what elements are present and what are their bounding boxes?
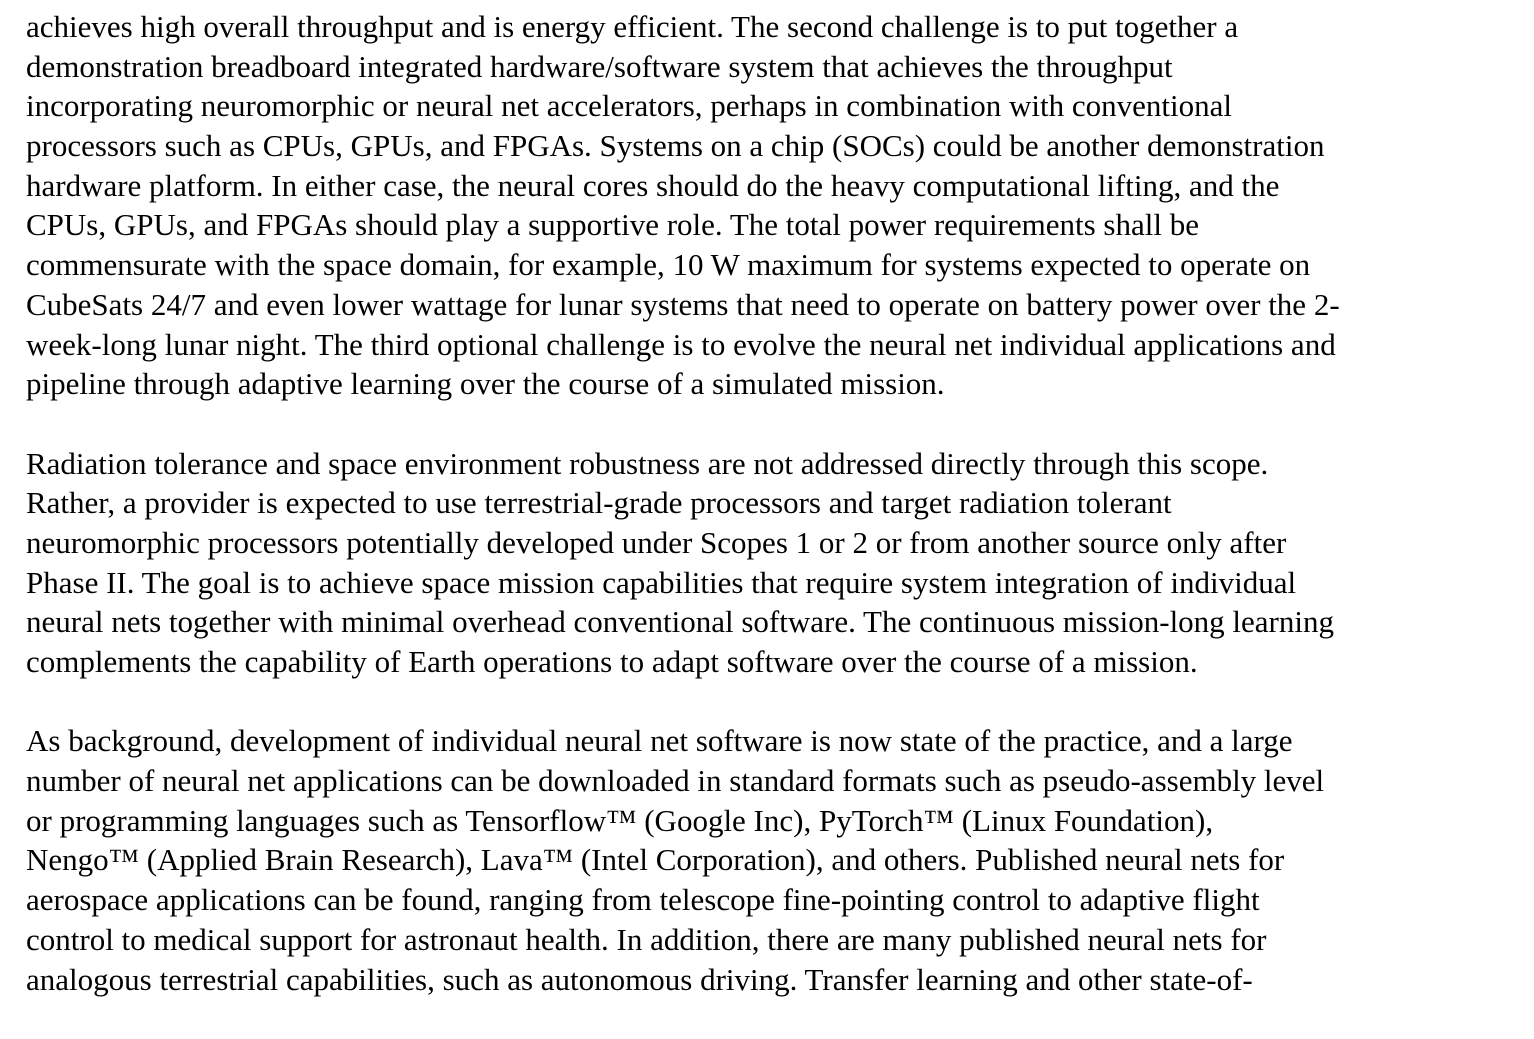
text-line: or programming languages such as Tensorflow™ (Google Inc), PyTorch™ (Linux Foundation), <box>26 802 1214 838</box>
text-line: Rather, a provider is expected to use terrestrial-grade processors and target radiation tolerant <box>26 485 1172 521</box>
text-line: commensurate with the space domain, for example, 10 W maximum for systems expected to operate on <box>26 247 1311 283</box>
text-line: Radiation tolerance and space environment robustness are not addressed directly through this scope. <box>26 445 1269 481</box>
text-line: number of neural net applications can be downloaded in standard formats such as pseudo-assembly level <box>26 763 1325 799</box>
text-line: achieves high overall throughput and is energy efficient. The second challenge is to put together a <box>26 9 1239 44</box>
text-line: CPUs, GPUs, and FPGAs should play a supportive role. The total power requirements shall be <box>26 207 1199 243</box>
text-line: Phase II. The goal is to achieve space mission capabilities that require system integration of individual <box>26 564 1297 600</box>
text-line: hardware platform. In either case, the neural cores should do the heavy computational lifting, and the <box>26 167 1280 203</box>
text-line: week-long lunar night. The third optional challenge is to evolve the neural net individual applications and <box>26 326 1336 362</box>
text-line: complements the capability of Earth operations to adapt software over the course of a mission. <box>26 644 1198 679</box>
text-line: neural nets together with minimal overhead conventional software. The continuous mission-long learning <box>26 604 1334 640</box>
text-line: CubeSats 24/7 and even lower wattage for lunar systems that need to operate on battery power over the 2- <box>26 286 1340 322</box>
document-page <box>26 7 1506 1039</box>
paragraph-challenges <box>26 7 1506 404</box>
text-line: control to medical support for astronaut health. In addition, there are many published neural nets for <box>26 921 1267 957</box>
text-line: Nengo™ (Applied Brain Research), Lava™ (Intel Corporation), and others. Published neural nets for <box>26 842 1285 878</box>
text-line: pipeline through adaptive learning over the course of a simulated mission. <box>26 366 945 402</box>
text-line: neuromorphic processors potentially developed under Scopes 1 or 2 or from another source only after <box>26 524 1287 560</box>
text-line: incorporating neuromorphic or neural net accelerators, perhaps in combination with conventional <box>26 88 1233 124</box>
text-line: As background, development of individual neural net software is now state of the practice, and a large <box>26 723 1293 759</box>
text-line: demonstration breadboard integrated hardware/software system that achieves the throughput <box>26 48 1173 84</box>
text-line: analogous terrestrial capabilities, such as autonomous driving. Transfer learning and other state-of- <box>26 961 1253 997</box>
paragraph-radiation-tolerance <box>26 444 1506 682</box>
text-line: processors such as CPUs, GPUs, and FPGAs. Systems on a chip (SOCs) could be another demonstration <box>26 128 1325 164</box>
text-line: aerospace applications can be found, ranging from telescope fine-pointing control to adaptive flight <box>26 882 1260 918</box>
paragraph-background <box>26 721 1506 999</box>
